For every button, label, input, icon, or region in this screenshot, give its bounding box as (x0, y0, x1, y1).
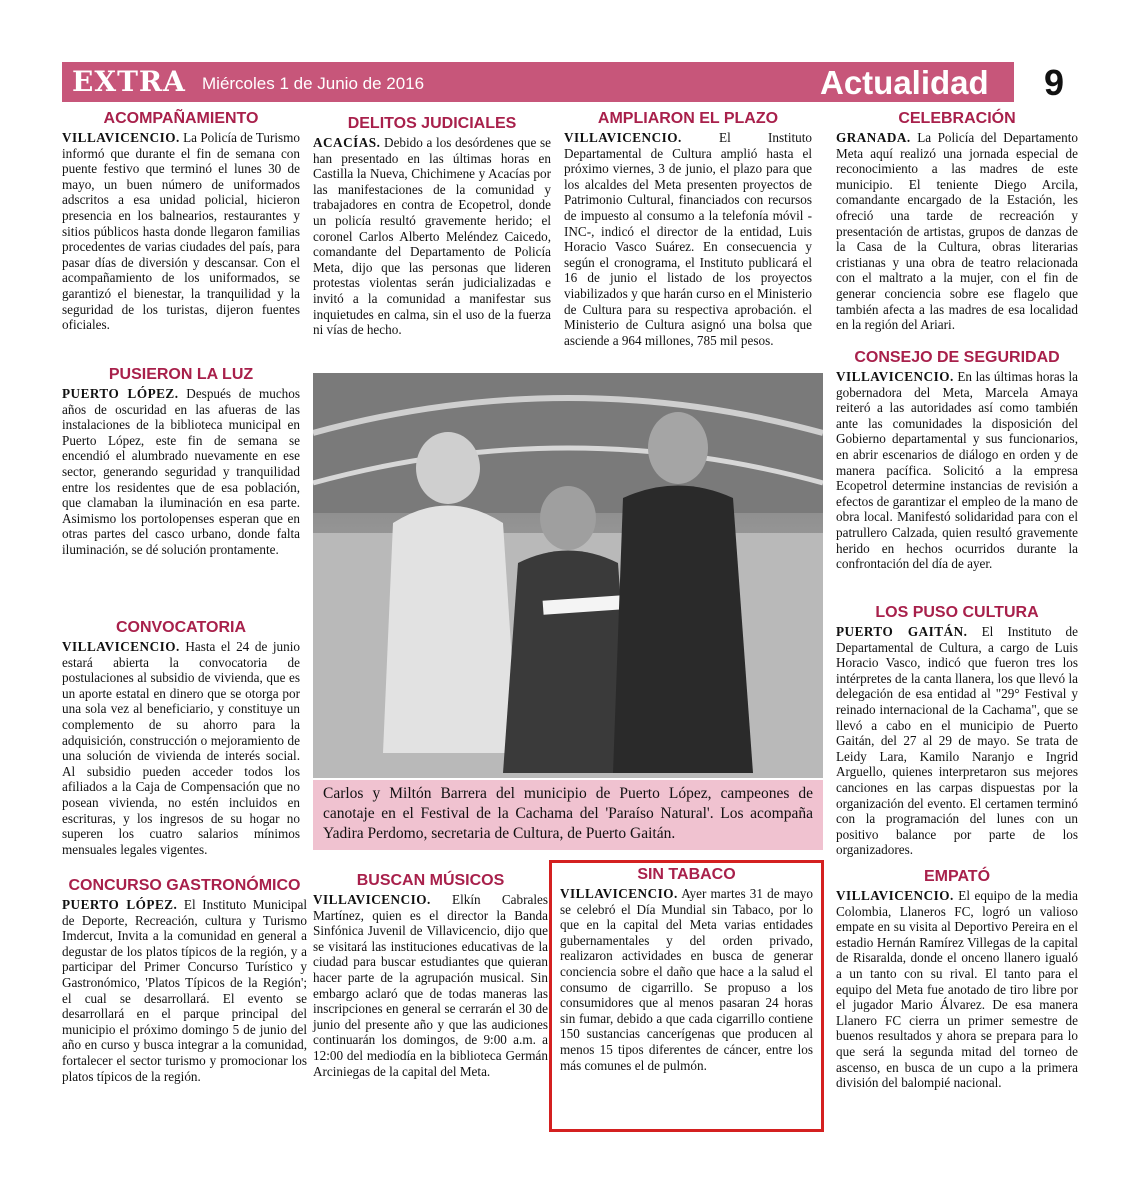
headline: BUSCAN MÚSICOS (356, 872, 505, 889)
headline: CONCURSO GASTRONÓMICO (68, 877, 301, 894)
article-body: El Instituto de Departamental de Cultura, a cargo de Luis Horacio Vasco, indicó que fueron tres los intérpretes de la canta llanera, los que llevó la delegación de esa entidad al "29° Festival y reinado internacional de la Cachama", que se llevó a cabo en el municipio de Puerto Gaitán, del 27 al 29 de mayo. Se trata de Leidy Lara, Kamilo Naranjo e Ingrid Arguello, quienes interpretaron sus mejores canciones en las carpas dispuestas por la organización del evento. El certamen terminó con la programación del lunes con un positivo balance por parte de los organizadores. (836, 624, 1078, 858)
photo-caption: Carlos y Miltón Barrera del municipio de Puerto López, campeones de canotaje en el Festival de la Cachama del 'Paraíso Natural'. Los acompaña Yadira Perdomo, secretaria de Cultura, de Puerto Gaitán. (313, 780, 823, 850)
article-body: El Instituto Municipal de Deporte, Recreación, cultura y Turismo Imdercut, Invita a la comunidad en general a degustar de los platos típicos de la región, y a participar del Primer Concurso Turístico y Gastronómico, 'Platos Típicos de la Región'; el cual se desarrollará. El evento se desarrollará en el parque principal del municipio el próximo domingo 5 de junio del año en curso y busca integrar a la comunidad, fortalecer el sector turismo y promocionar los platos típicos de la región. (62, 897, 307, 1084)
headline: SIN TABACO (637, 866, 736, 883)
article-body: Debido a los desórdenes que se han presentado en las últimas horas en Castilla la Nueva, Chichimene y Acacías por las manifestaciones de la comunidad y trabajadores en contra de Ecopetrol, donde un policía resultó gravemente herido; el coronel Carlos Alberto Meléndez Caicedo, comandante del Departamento de Policía Meta, dijo que las personas que lideren protestas violentas serán judicializadas e invitó a la comunidad a manifestar sus inquietudes en calma, sin el uso de la fuerza ni vías de hecho. (313, 135, 551, 338)
headline: CONVOCATORIA (115, 619, 247, 636)
headline: PUSIERON LA LUZ (108, 366, 254, 383)
article-pusieron-la-luz (62, 365, 300, 558)
photo-illustration (313, 373, 823, 778)
article-los-puso-cultura (836, 603, 1078, 858)
dateline: VILLAVICENCIO. (560, 886, 678, 901)
dateline: PUERTO LÓPEZ. (62, 386, 179, 401)
dateline: VILLAVICENCIO. (62, 130, 180, 145)
article-body: El equipo de la media Colombia, Llaneros FC, logró un valioso empate en su visita al Deportivo Pereira en el estadio Hernán Ramírez Villegas de la capital de Risaralda, donde el onceno llanero igualó a un tanto con su rival. El tanto para el equipo del Meta fue anotado de tiro libre por el jugador Mario Álvarez. De esa manera Llanero FC cierra un primer semestre de buenos resultados y ahora se prepara para lo que será la segunda mitad del torneo de ascenso, en busca de un cupo a la primera división del balompié nacional. (836, 888, 1078, 1091)
headline: ACOMPAÑAMIENTO (103, 110, 259, 127)
article-celebracion (836, 109, 1078, 333)
headline: DELITOS JUDICIALES (347, 115, 517, 132)
headline: EMPATÓ (923, 868, 991, 885)
dateline: PUERTO GAITÁN. (836, 624, 968, 639)
newspaper-logo: EXTRA (72, 65, 186, 98)
article-body: La Policía de Turismo informó que durante el fin de semana con puente festivo que terminó el lunes 30 de mayo, un buen número de uniformados adscritos a esa unidad policial, hicieron presencia en los balnearios, restaurantes y sitios públicos hasta donde llegaron familias procedentes de varias ciudades del país, para pasar días de diversión y descansar. Con el acompañamiento de los uniformados, se garantizó el bienestar, la tranquilidad y la seguridad de los turistas, dijeron fuentes oficiales. (62, 130, 300, 333)
article-empato (836, 867, 1078, 1091)
article-body: El Instituto Departamental de Cultura amplió hasta el próximo viernes, 3 de junio, el plazo para que los alcaldes del Meta presenten proyectos de Patrimonio Cultural, financiados con recursos de impuesto al consumo a la telefonía móvil -INC-, indicó el director de la entidad, Luis Horacio Vasco Suárez. En consecuencia y según el cronograma, el Instituto publicará el 16 de junio el listado de los proyectos viabilizados y que harán curso en el Ministerio de Cultura para su respectiva aprobación. el Ministerio de Cultura asignó una bolsa que asciende a 964 millones, 785 mil pesos. (564, 130, 812, 348)
dateline: VILLAVICENCIO. (836, 369, 954, 384)
article-body: Ayer martes 31 de mayo se celebró el Día Mundial sin Tabaco, por lo que en la capital del Meta varias entidades gubernamentales y del orden privado, realizaron actividades en busca de generar conciencia sobre el daño que hace a la salud el consumo de cigarrillo. Se propuso a los consumidores que al menos pasaran 24 horas sin fumar, debido a que cada cigarrillo contiene 150 sustancias cancerígenas que producen al menos 15 tipos diferentes de cáncer, entre los más comunes el de pulmón. (560, 886, 813, 1073)
article-concurso-gastronomico (62, 876, 307, 1084)
headline: CELEBRACIÓN (898, 110, 1016, 127)
headline: CONSEJO DE SEGURIDAD (854, 349, 1060, 366)
dateline: PUERTO LÓPEZ. (62, 897, 178, 912)
article-body: La Policía del Departamento Meta aquí realizó una jornada especial de reconocimiento a las madres de este municipio. El teniente Diego Arcila, comandante encargado de la Estación, les ofreció una tarde de recreación y presentación de artistas, grupos de danzas de la Casa de la Cultura, obras literarias cristianas y una obra de teatro relacionada con el maltrato a la mujer, con el fin de generar conciencia sobre ese flagelo que también afecta a las madres de esa localidad en la región del Ariari. (836, 130, 1078, 333)
headline: AMPLIARON EL PLAZO (597, 110, 779, 127)
article-sin-tabaco (549, 860, 824, 1132)
article-convocatoria (62, 618, 300, 857)
headline: LOS PUSO CULTURA (875, 604, 1039, 621)
section-title: Actualidad (820, 64, 989, 101)
dateline: VILLAVICENCIO. (564, 130, 682, 145)
page-header (62, 62, 1074, 102)
article-acompanamiento (62, 109, 300, 333)
article-body: Hasta el 24 de junio estará abierta la convocatoria de postulaciones al subsidio de vivienda, que es un aporte estatal en dinero que se otorga por una sola vez al beneficiario, y constituye un complemento de su ahorro para la adquisición, construcción o mejoramiento de una solución de vivienda de interés social. Al subsidio pueden acceder todos los afiliados a la Caja de Compensación que no posean vivienda, no estén incluidos en escrituras, y los ingresos de su hogar no superen los cuatro salarios mínimos mensuales legales vigentes. (62, 639, 300, 857)
article-buscan-musicos (313, 871, 548, 1079)
page-number: 9 (1043, 62, 1064, 103)
article-consejo-de-seguridad (836, 348, 1078, 572)
article-body: Después de muchos años de oscuridad en las afueras de las instalaciones de la biblioteca municipal en Puerto López, este fin de semana se encendió el alumbrado nuevamente en ese sector, generando seguridad y tranquilidad entre los residentes que de esa población, que clamaban la iluminación en esa parte. Asimismo los portolopenses esperan que en otras partes del casco urbano, donde falta iluminación, se dé solución prontamente. (62, 386, 301, 557)
article-ampliaron-el-plazo (564, 109, 812, 348)
article-delitos-judiciales (313, 114, 551, 338)
issue-date: Miércoles 1 de Junio de 2016 (202, 74, 425, 93)
dateline: VILLAVICENCIO. (836, 888, 954, 903)
dateline: ACACÍAS. (313, 135, 381, 150)
article-body: En las últimas horas la gobernadora del Meta, Marcela Amaya reiteró a las autoridades así como también ante las comunidades la disposición del Gobierno departamental y sus funcionarios, en abrir escenarios de diálogo en orden y de manera pacífica. Solicitó a la empresa Ecopetrol determine instancias de revisión a efectos de garantizar el empleo de la mano de obra local. Manifestó solidaridad para con el patrullero Calzada, quien resultó gravemente herido en hechos ocurridos durante la confrontación del día de ayer. (836, 369, 1078, 572)
news-photo (313, 373, 823, 778)
dateline: GRANADA. (836, 130, 911, 145)
article-body: Elkín Cabrales Martínez, quien es el director la Banda Sinfónica Juvenil de Villavicencio, dijo que se visitará las instituciones educativas de la ciudad para buscar estudiantes que quieran hacer parte de la agrupación musical. Sin embargo aclaró que de todas maneras las inscripciones en general se cerrarán el 30 de junio del presente año y que las audiciones continuarán los domingos, de 9:00 a.m. a 12:00 del mediodía en la biblioteca Germán Arciniegas de la capital del Meta. (313, 892, 548, 1079)
dateline: VILLAVICENCIO. (313, 892, 431, 907)
dateline: VILLAVICENCIO. (62, 639, 180, 654)
